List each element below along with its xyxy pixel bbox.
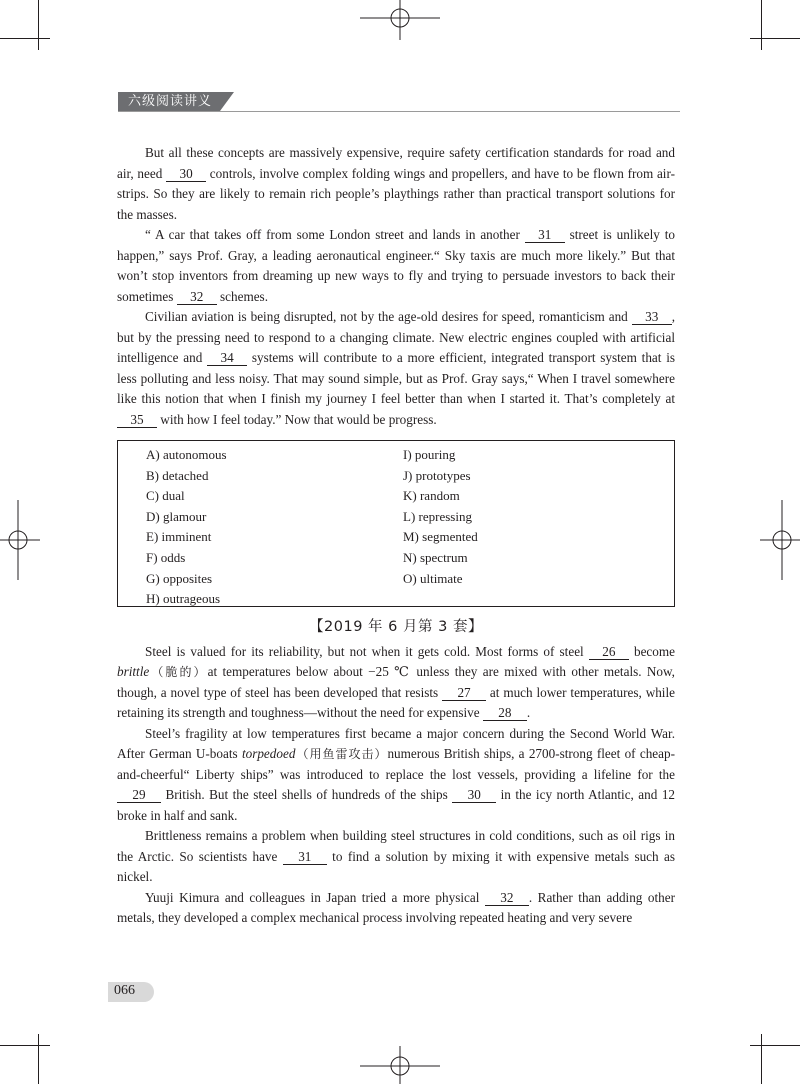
text-run: at much lower temperatures, while retaining its strength and toughness—without the need for expensive: [117, 684, 675, 720]
header-rule: [118, 111, 680, 112]
word-bank-option: H) outrageous: [146, 591, 221, 607]
registration-mark-right: [760, 500, 800, 580]
chinese-gloss: （脆的）: [149, 665, 208, 679]
passage2-paragraph-4: [117, 888, 675, 929]
word-bank-box: [117, 440, 675, 607]
text-run: systems will contribute to a more efficient, integrated transport system that is less polluting and less noisy. That may sound simple, but as Prof. Gray says,“ When I travel somewhere like this notion that when I finish my journey I feel better than when I started it. That’s completely at: [117, 350, 675, 406]
crop-mark-br-h: [750, 1045, 800, 1046]
word-bank-option: J) prototypes: [403, 467, 471, 483]
italic-term: brittle: [117, 664, 150, 679]
word-bank-option: C) dual: [146, 488, 185, 504]
blank-31: 31: [525, 227, 565, 243]
word-bank-option: G) opposites: [146, 570, 213, 586]
chapter-header-title: 六级阅读讲义: [118, 92, 220, 111]
page-content: [117, 143, 675, 929]
text-run: British. But the steel shells of hundreds of the ships: [161, 787, 453, 802]
text-run: Yuuji Kimura and colleagues in Japan tried a more physical: [145, 889, 485, 905]
blank-35: 35: [117, 412, 157, 428]
chinese-gloss: （用鱼雷攻击）: [295, 747, 388, 761]
registration-mark-top: [360, 0, 440, 40]
text-run: . Rather than adding other metals, they developed a complex mechanical process involving repeated heating and very severe: [117, 889, 675, 925]
word-bank-option: O) ultimate: [403, 570, 463, 586]
text-run: in the icy north Atlantic, and 12 broke in half and sank.: [117, 787, 676, 823]
blank-28: 28: [483, 705, 527, 721]
passage2-paragraph-3: [117, 826, 675, 888]
text-run: schemes.: [216, 288, 268, 304]
page-number-badge: [108, 982, 154, 1002]
crop-mark-br-v: [761, 1034, 762, 1084]
crop-mark-tr-h: [750, 38, 800, 39]
word-bank-right-column: [403, 445, 478, 589]
text-run: Brittleness remains a problem when building steel structures in cold conditions, such as oil rigs in the Arctic. So scientists have: [117, 828, 675, 864]
word-bank-option: K) random: [403, 488, 460, 504]
blank-34: 34: [207, 350, 247, 366]
text-run: Steel’s fragility at low temperatures first became a major concern during the Second World War. After German U-boats: [117, 725, 675, 761]
word-bank-option: E) imminent: [146, 529, 212, 545]
crop-mark-tl-v: [38, 0, 39, 50]
word-bank-option: N) spectrum: [403, 549, 468, 565]
word-bank-option: A) autonomous: [146, 447, 227, 462]
word-bank-option: B) detached: [146, 467, 209, 483]
passage1-paragraph-3: [117, 307, 675, 430]
text-run: Steel is valued for its reliability, but not when it gets cold. Most forms of steel: [145, 643, 589, 659]
word-bank-option: F) odds: [146, 549, 186, 565]
blank-30: 30: [166, 166, 206, 182]
word-bank-option: M) segmented: [403, 529, 478, 545]
italic-term: torpedoed: [241, 746, 296, 761]
text-run: street is unlikely to happen,” says Prof. Gray, a leading aeronautical engineer.“ Sky taxis are much more likely.” But that won’t stop inventors from dreaming up new ways to fly and trying to persuade investors to back their sometimes: [117, 227, 675, 304]
text-run: numerous British ships, a 2700-strong fleet of cheap-and-cheerful“ Liberty ships” was introduced to replace the lost vessels, providing a lifeline for the: [117, 746, 675, 782]
word-bank-left-column: [146, 445, 227, 610]
page-number: 066: [114, 983, 135, 998]
registration-mark-left: [0, 500, 40, 580]
text-run: .: [526, 705, 531, 720]
word-bank-option: I) pouring: [403, 447, 456, 462]
passage2-paragraph-2: [117, 724, 675, 827]
crop-mark-bl-v: [38, 1034, 39, 1084]
text-run: become: [628, 643, 675, 659]
text-run: to find a solution by mixing it with expensive metals such as nickel.: [117, 848, 675, 884]
crop-mark-tr-v: [761, 0, 762, 50]
blank-30: 30: [452, 787, 496, 803]
crop-mark-bl-h: [0, 1045, 50, 1046]
text-run: with how I feel today.” Now that would be progress.: [157, 411, 437, 427]
text-run: , but by the pressing need to respond to a changing climate. New electric engines coupled with artificial intelligence and: [117, 309, 675, 365]
text-run: at temperatures below about −25 ℃ unless they are mixed with other metals. Now, though, a novel type of steel has been developed that resists: [117, 664, 675, 700]
text-run: “ A car that takes off from some London street and lands in another: [145, 227, 525, 242]
passage2-paragraph-1: [117, 642, 675, 724]
registration-mark-bottom: [360, 1046, 440, 1084]
blank-32: 32: [177, 289, 217, 305]
text-run: controls, involve complex folding wings and propellers, and have to be flown from air-strips. So they are likely to remain rich people’s playthings rather than practical transport solutions for the masses.: [117, 165, 675, 222]
chapter-header-tab-corner: [220, 92, 234, 111]
crop-mark-tl-h: [0, 38, 50, 39]
passage1-paragraph-2: [117, 225, 675, 307]
blank-29: 29: [117, 787, 161, 803]
section-title: 【2019 年 6 月第 3 套】: [309, 619, 483, 635]
word-bank-option: D) glamour: [146, 508, 207, 524]
chapter-header: [118, 92, 234, 111]
blank-27: 27: [442, 685, 486, 701]
text-run: But all these concepts are massively expensive, require safety certification standards for road and air, need: [117, 145, 675, 181]
blank-26: 26: [589, 644, 629, 660]
blank-31: 31: [283, 849, 327, 865]
passage1-paragraph-1: [117, 143, 675, 225]
blank-33: 33: [632, 309, 672, 325]
blank-32: 32: [485, 890, 529, 906]
text-run: Civilian aviation is being disrupted, not by the age-old desires for speed, romanticism and: [145, 309, 632, 324]
word-bank-option: L) repressing: [403, 508, 472, 524]
